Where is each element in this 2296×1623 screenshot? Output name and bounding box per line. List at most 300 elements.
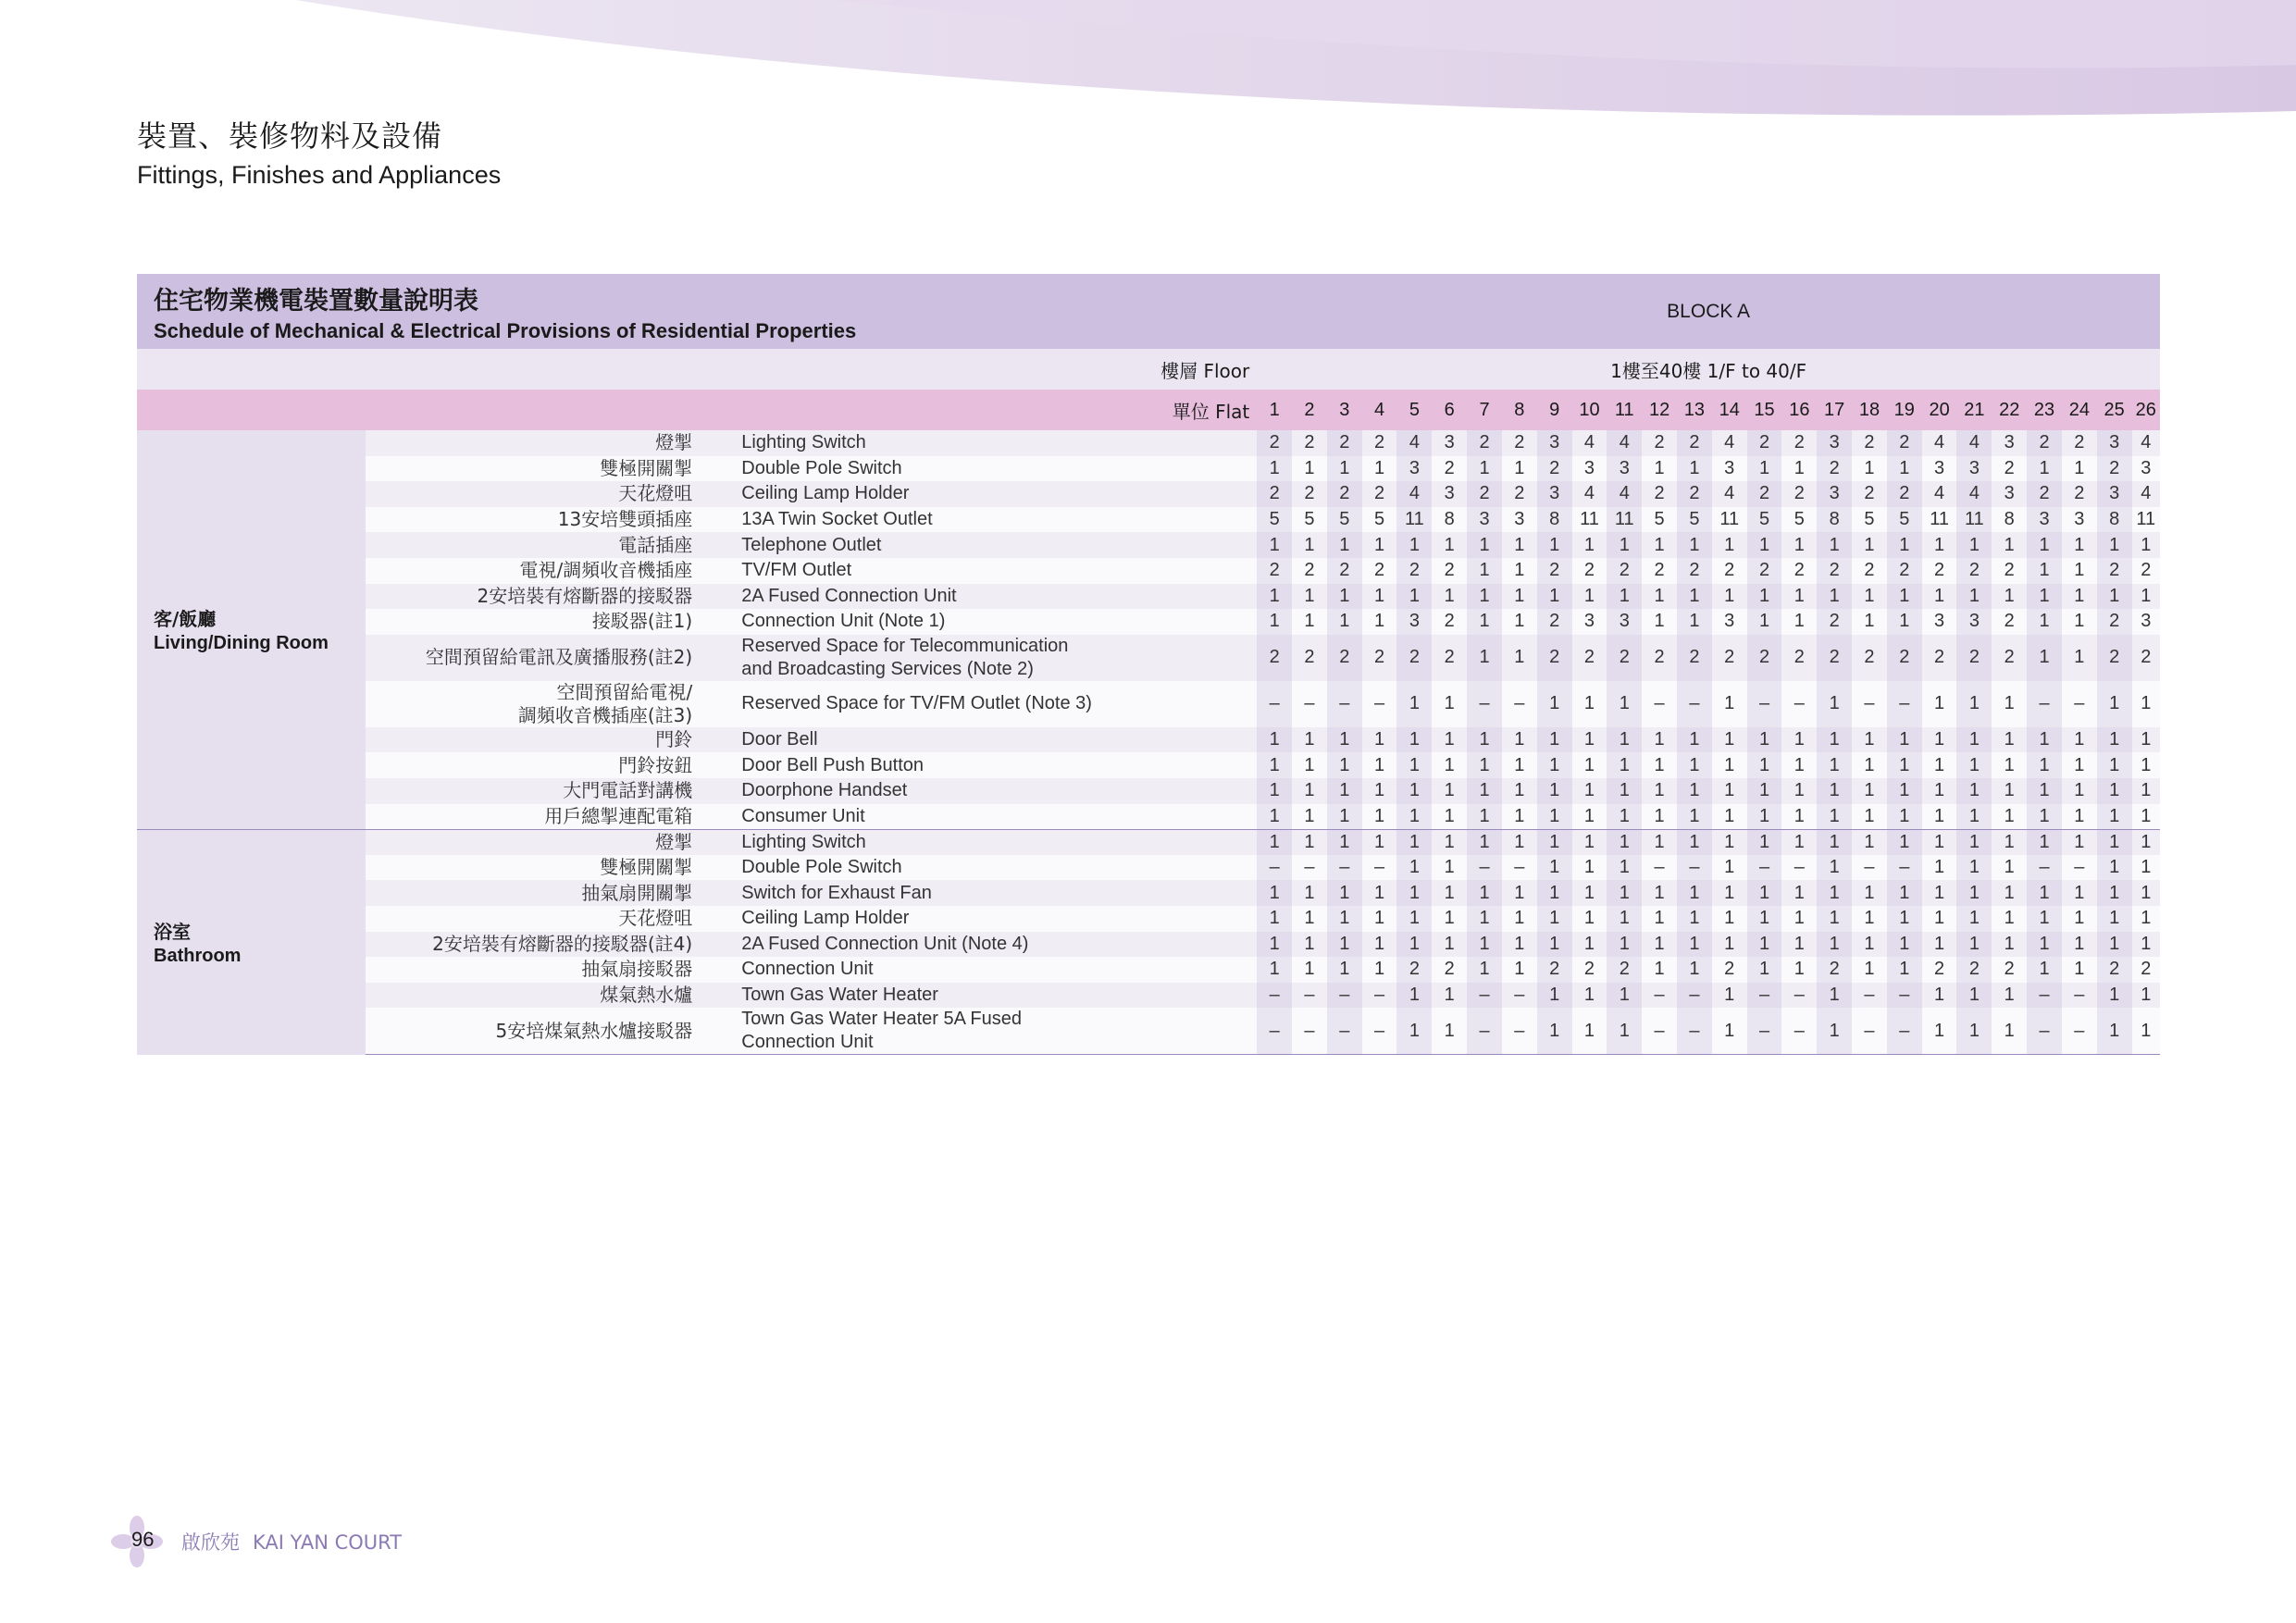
- table-row: [137, 584, 2160, 610]
- table-row: [137, 957, 2160, 983]
- quantity-cell: 2: [1992, 558, 2027, 584]
- quantity-cell: 1: [1467, 957, 1502, 983]
- quantity-cell: 2: [2097, 635, 2132, 681]
- item-spacer: [726, 804, 734, 830]
- quantity-cell: 1: [1362, 456, 1397, 482]
- item-name-en: TV/FM Outlet: [734, 558, 1257, 584]
- quantity-cell: 2: [1852, 430, 1887, 456]
- item-spacer: [726, 532, 734, 558]
- quantity-cell: 1: [1502, 584, 1537, 610]
- quantity-cell: 1: [1537, 855, 1572, 881]
- quantity-cell: 2: [1712, 957, 1747, 983]
- quantity-cell: 1: [1607, 727, 1642, 753]
- quantity-cell: 1: [1712, 932, 1747, 958]
- quantity-cell: –: [1502, 681, 1537, 727]
- quantity-cell: 1: [1537, 804, 1572, 830]
- flat-number: 21: [1956, 390, 1992, 430]
- quantity-cell: 1: [1607, 855, 1642, 881]
- quantity-cell: 2: [1257, 481, 1292, 507]
- table-title-en: Schedule of Mechanical & Electrical Provisions of Residential Properties: [154, 318, 857, 342]
- quantity-cell: 1: [1852, 532, 1887, 558]
- quantity-cell: 1: [1712, 804, 1747, 830]
- quantity-cell: –: [1887, 855, 1922, 881]
- quantity-cell: 3: [1607, 456, 1642, 482]
- quantity-cell: 3: [1607, 609, 1642, 635]
- quantity-cell: 2: [2027, 481, 2062, 507]
- quantity-cell: 1: [1396, 829, 1432, 855]
- item-name-zh: 煤氣熱水爐: [366, 983, 726, 1009]
- quantity-cell: 3: [1712, 456, 1747, 482]
- quantity-cell: 2: [1467, 481, 1502, 507]
- quantity-cell: 1: [2097, 752, 2132, 778]
- item-name-zh-line: 調頻收音機插座(註3): [517, 703, 693, 726]
- page-footer: [111, 1516, 402, 1567]
- quantity-cell: 3: [1817, 430, 1852, 456]
- estate-name-en: KAI YAN COURT: [253, 1531, 403, 1554]
- quantity-cell: 1: [1432, 906, 1467, 932]
- table-title-row: [137, 274, 2160, 349]
- quantity-cell: 1: [1607, 681, 1642, 727]
- quantity-cell: 1: [1607, 829, 1642, 855]
- item-name-en: Lighting Switch: [734, 829, 1257, 855]
- quantity-cell: 1: [2132, 983, 2160, 1009]
- quantity-cell: 1: [1292, 584, 1327, 610]
- quantity-cell: 2: [1432, 609, 1467, 635]
- quantity-cell: 5: [1887, 507, 1922, 533]
- quantity-cell: 4: [1607, 430, 1642, 456]
- quantity-cell: 1: [1257, 456, 1292, 482]
- item-name-en: [734, 635, 1257, 681]
- estate-name-zh: 啟欣苑: [181, 1531, 240, 1554]
- quantity-cell: –: [1747, 983, 1782, 1009]
- quantity-cell: 1: [1537, 906, 1572, 932]
- quantity-cell: 1: [1396, 727, 1432, 753]
- quantity-cell: 4: [1572, 481, 1607, 507]
- quantity-cell: 1: [1502, 727, 1537, 753]
- quantity-cell: 1: [2132, 727, 2160, 753]
- quantity-cell: 5: [1781, 507, 1817, 533]
- quantity-cell: 1: [1467, 456, 1502, 482]
- quantity-cell: 1: [1956, 727, 1992, 753]
- quantity-cell: 2: [1887, 430, 1922, 456]
- quantity-cell: 1: [1257, 778, 1292, 804]
- quantity-cell: 1: [1502, 752, 1537, 778]
- quantity-cell: 1: [1922, 681, 1957, 727]
- item-name-en: Door Bell: [734, 727, 1257, 753]
- quantity-cell: 1: [1432, 681, 1467, 727]
- quantity-cell: 1: [1712, 880, 1747, 906]
- flat-number: 14: [1712, 390, 1747, 430]
- quantity-cell: 1: [1642, 804, 1677, 830]
- quantity-cell: 1: [1817, 584, 1852, 610]
- quantity-cell: 1: [1852, 880, 1887, 906]
- quantity-cell: 1: [1887, 880, 1922, 906]
- quantity-cell: 2: [1396, 558, 1432, 584]
- item-name-zh: 電視/調頻收音機插座: [366, 558, 726, 584]
- quantity-cell: 2: [1817, 558, 1852, 584]
- quantity-cell: 1: [1956, 532, 1992, 558]
- item-name-en: 2A Fused Connection Unit (Note 4): [734, 932, 1257, 958]
- quantity-cell: 1: [1257, 804, 1292, 830]
- quantity-cell: 1: [1677, 880, 1712, 906]
- item-spacer: [726, 983, 734, 1009]
- table-row: [137, 804, 2160, 830]
- flat-number: 5: [1396, 390, 1432, 430]
- quantity-cell: 1: [1467, 727, 1502, 753]
- quantity-cell: 5: [1257, 507, 1292, 533]
- quantity-cell: –: [1502, 983, 1537, 1009]
- quantity-cell: 1: [1327, 752, 1362, 778]
- quantity-cell: 2: [1572, 635, 1607, 681]
- quantity-cell: 4: [1956, 430, 1992, 456]
- quantity-cell: 4: [1922, 481, 1957, 507]
- quantity-cell: 1: [1922, 804, 1957, 830]
- quantity-cell: 1: [2062, 727, 2097, 753]
- item-name-en: Double Pole Switch: [734, 456, 1257, 482]
- quantity-cell: –: [1781, 855, 1817, 881]
- quantity-cell: 8: [1432, 507, 1467, 533]
- quantity-cell: 3: [1467, 507, 1502, 533]
- quantity-cell: 1: [1992, 804, 2027, 830]
- item-name-en: Town Gas Water Heater: [734, 983, 1257, 1009]
- quantity-cell: 2: [1292, 481, 1327, 507]
- quantity-cell: 1: [2062, 932, 2097, 958]
- quantity-cell: 2: [1712, 635, 1747, 681]
- quantity-cell: –: [2027, 681, 2062, 727]
- quantity-cell: 4: [1607, 481, 1642, 507]
- quantity-cell: 1: [1257, 584, 1292, 610]
- quantity-cell: 1: [1572, 983, 1607, 1009]
- quantity-cell: 1: [1817, 727, 1852, 753]
- quantity-cell: 1: [1817, 778, 1852, 804]
- quantity-cell: 1: [1362, 880, 1397, 906]
- quantity-cell: 1: [1817, 932, 1852, 958]
- quantity-cell: 1: [1396, 880, 1432, 906]
- page-heading: [137, 113, 501, 190]
- quantity-cell: 1: [1852, 584, 1887, 610]
- quantity-cell: 1: [2097, 778, 2132, 804]
- item-name-zh: 用戶總掣連配電箱: [366, 804, 726, 830]
- flat-number: 7: [1467, 390, 1502, 430]
- quantity-cell: 1: [2097, 804, 2132, 830]
- quantity-cell: 1: [1642, 609, 1677, 635]
- quantity-cell: 3: [2132, 456, 2160, 482]
- quantity-cell: 1: [1781, 456, 1817, 482]
- flat-number: 11: [1607, 390, 1642, 430]
- quantity-cell: 1: [1537, 681, 1572, 727]
- quantity-cell: 11: [1572, 507, 1607, 533]
- quantity-cell: 1: [1362, 752, 1397, 778]
- quantity-cell: 2: [1327, 430, 1362, 456]
- quantity-cell: 1: [1922, 932, 1957, 958]
- quantity-cell: 1: [1956, 778, 1992, 804]
- quantity-cell: 3: [1432, 481, 1467, 507]
- item-name-en-line: Connection Unit: [741, 1032, 874, 1053]
- quantity-cell: –: [1642, 1008, 1677, 1055]
- quantity-cell: 1: [1292, 829, 1327, 855]
- quantity-cell: 4: [1712, 481, 1747, 507]
- table-row: [137, 1008, 2160, 1055]
- quantity-cell: 2: [1781, 430, 1817, 456]
- quantity-cell: 2: [2097, 957, 2132, 983]
- quantity-cell: 1: [1572, 584, 1607, 610]
- quantity-cell: 1: [1747, 532, 1782, 558]
- quantity-cell: 1: [2027, 532, 2062, 558]
- quantity-cell: 1: [1922, 1008, 1957, 1055]
- quantity-cell: 1: [1781, 532, 1817, 558]
- item-spacer: [726, 681, 734, 727]
- item-spacer: [726, 584, 734, 610]
- quantity-cell: 1: [2132, 584, 2160, 610]
- quantity-cell: 3: [2062, 507, 2097, 533]
- quantity-cell: 1: [1642, 906, 1677, 932]
- quantity-cell: 3: [1572, 609, 1607, 635]
- room-label: [137, 829, 366, 1055]
- quantity-cell: –: [1887, 1008, 1922, 1055]
- quantity-cell: –: [1781, 1008, 1817, 1055]
- quantity-cell: 1: [1362, 829, 1397, 855]
- quantity-cell: 1: [1747, 804, 1782, 830]
- quantity-cell: –: [1257, 681, 1292, 727]
- quantity-cell: 1: [1887, 609, 1922, 635]
- quantity-cell: 3: [1992, 481, 2027, 507]
- flat-number: 25: [2097, 390, 2132, 430]
- quantity-cell: 1: [1677, 752, 1712, 778]
- quantity-cell: 1: [2027, 584, 2062, 610]
- quantity-cell: –: [1292, 681, 1327, 727]
- quantity-cell: 2: [1747, 481, 1782, 507]
- quantity-cell: 1: [2062, 804, 2097, 830]
- quantity-cell: 1: [1887, 752, 1922, 778]
- quantity-cell: 1: [1747, 880, 1782, 906]
- quantity-cell: –: [1467, 1008, 1502, 1055]
- quantity-cell: 2: [1922, 635, 1957, 681]
- quantity-cell: 1: [1747, 778, 1782, 804]
- quantity-cell: –: [1887, 983, 1922, 1009]
- item-name-zh: 13安培雙頭插座: [366, 507, 726, 533]
- quantity-cell: –: [2027, 983, 2062, 1009]
- quantity-cell: 3: [2027, 507, 2062, 533]
- quantity-cell: 4: [1396, 430, 1432, 456]
- quantity-cell: –: [1362, 855, 1397, 881]
- quantity-cell: 1: [1992, 1008, 2027, 1055]
- quantity-cell: 2: [1677, 635, 1712, 681]
- quantity-cell: 1: [1572, 778, 1607, 804]
- quantity-cell: 2: [1817, 957, 1852, 983]
- item-name-en: 13A Twin Socket Outlet: [734, 507, 1257, 533]
- quantity-cell: 1: [1292, 880, 1327, 906]
- quantity-cell: 2: [1327, 558, 1362, 584]
- quantity-cell: 5: [1642, 507, 1677, 533]
- quantity-cell: 1: [2097, 727, 2132, 753]
- item-spacer: [726, 481, 734, 507]
- quantity-cell: 1: [1992, 752, 2027, 778]
- quantity-cell: 2: [1956, 635, 1992, 681]
- table-row: [137, 880, 2160, 906]
- table-row: [137, 558, 2160, 584]
- quantity-cell: 1: [1572, 752, 1607, 778]
- quantity-cell: 1: [1817, 1008, 1852, 1055]
- quantity-cell: 1: [1292, 804, 1327, 830]
- table-row: [137, 635, 2160, 681]
- table-row: [137, 778, 2160, 804]
- quantity-cell: 1: [1292, 752, 1327, 778]
- decorative-header-wave: [0, 0, 2296, 130]
- quantity-cell: 2: [1642, 430, 1677, 456]
- quantity-cell: 1: [1327, 456, 1362, 482]
- item-name-en-line: Reserved Space for Telecommunication: [741, 635, 1069, 656]
- item-name-en-line: and Broadcasting Services (Note 2): [741, 658, 1034, 679]
- quantity-cell: 1: [1992, 778, 2027, 804]
- quantity-cell: 2: [2097, 456, 2132, 482]
- quantity-cell: 1: [2132, 855, 2160, 881]
- quantity-cell: 2: [1677, 558, 1712, 584]
- item-name-en: Door Bell Push Button: [734, 752, 1257, 778]
- quantity-cell: 1: [1432, 855, 1467, 881]
- quantity-cell: 1: [1467, 609, 1502, 635]
- quantity-cell: –: [1257, 983, 1292, 1009]
- item-name-zh: 2安培裝有熔斷器的接駁器: [366, 584, 726, 610]
- quantity-cell: 1: [1712, 983, 1747, 1009]
- quantity-cell: 1: [1817, 752, 1852, 778]
- flat-label: 單位 Flat: [137, 390, 1257, 430]
- room-label-zh: 浴室: [154, 921, 191, 944]
- quantity-cell: 5: [1292, 507, 1327, 533]
- quantity-cell: 1: [1781, 906, 1817, 932]
- quantity-cell: 1: [1502, 609, 1537, 635]
- quantity-cell: 1: [1712, 906, 1747, 932]
- quantity-cell: 2: [1537, 635, 1572, 681]
- quantity-cell: 1: [1467, 532, 1502, 558]
- quantity-cell: 2: [1537, 609, 1572, 635]
- quantity-cell: 1: [1781, 829, 1817, 855]
- item-name-zh: 抽氣扇接駁器: [366, 957, 726, 983]
- quantity-cell: 1: [2027, 727, 2062, 753]
- quantity-cell: 1: [1537, 880, 1572, 906]
- quantity-cell: 2: [1257, 558, 1292, 584]
- quantity-cell: 1: [1467, 880, 1502, 906]
- quantity-cell: –: [1292, 1008, 1327, 1055]
- quantity-cell: 1: [1642, 778, 1677, 804]
- quantity-cell: 11: [1712, 507, 1747, 533]
- page-heading-en: Fittings, Finishes and Appliances: [137, 161, 502, 189]
- table-row: [137, 752, 2160, 778]
- item-spacer: [726, 1008, 734, 1055]
- quantity-cell: –: [1852, 983, 1887, 1009]
- quantity-cell: 1: [1396, 906, 1432, 932]
- quantity-cell: 2: [1432, 957, 1467, 983]
- table-title: [137, 274, 1257, 349]
- quantity-cell: –: [1257, 855, 1292, 881]
- item-name-zh: 燈掣: [366, 829, 726, 855]
- quantity-cell: 1: [1642, 727, 1677, 753]
- item-name-zh: 門鈴按鈕: [366, 752, 726, 778]
- quantity-cell: –: [1327, 983, 1362, 1009]
- quantity-cell: 2: [1992, 609, 2027, 635]
- quantity-cell: 8: [1992, 507, 2027, 533]
- quantity-cell: 2: [1642, 481, 1677, 507]
- quantity-cell: 1: [1747, 932, 1782, 958]
- quantity-cell: 1: [1572, 880, 1607, 906]
- table-row: [137, 829, 2160, 855]
- quantity-cell: 1: [1396, 584, 1432, 610]
- quantity-cell: 1: [1956, 932, 1992, 958]
- quantity-cell: 1: [1362, 584, 1397, 610]
- quantity-cell: 1: [2027, 609, 2062, 635]
- page-heading-zh: 裝置、裝修物料及設備: [137, 118, 443, 154]
- quantity-cell: 1: [1992, 681, 2027, 727]
- quantity-cell: 2: [1956, 957, 1992, 983]
- quantity-cell: 1: [1396, 778, 1432, 804]
- flat-number: 1: [1257, 390, 1292, 430]
- item-name-en: 2A Fused Connection Unit: [734, 584, 1257, 610]
- quantity-cell: 1: [1677, 609, 1712, 635]
- quantity-cell: 3: [1537, 481, 1572, 507]
- quantity-cell: 1: [1537, 932, 1572, 958]
- quantity-cell: 2: [1817, 635, 1852, 681]
- quantity-cell: 1: [1467, 804, 1502, 830]
- quantity-cell: 1: [1537, 983, 1572, 1009]
- quantity-cell: 1: [1852, 804, 1887, 830]
- quantity-cell: 2: [1572, 957, 1607, 983]
- flat-number: 22: [1992, 390, 2027, 430]
- quantity-cell: 2: [2062, 481, 2097, 507]
- quantity-cell: 2: [1292, 430, 1327, 456]
- page-number: 96: [131, 1528, 155, 1551]
- quantity-cell: 1: [1572, 804, 1607, 830]
- quantity-cell: 1: [1642, 752, 1677, 778]
- quantity-cell: 1: [1292, 609, 1327, 635]
- block-label: BLOCK A: [1257, 274, 2160, 349]
- flat-number: 19: [1887, 390, 1922, 430]
- quantity-cell: –: [1747, 855, 1782, 881]
- floor-row: [137, 349, 2160, 390]
- quantity-cell: 2: [1607, 957, 1642, 983]
- floor-range: 1樓至40樓 1/F to 40/F: [1257, 349, 2160, 390]
- quantity-cell: 1: [1327, 532, 1362, 558]
- flat-number: 13: [1677, 390, 1712, 430]
- item-name-en: Telephone Outlet: [734, 532, 1257, 558]
- quantity-cell: 1: [1781, 584, 1817, 610]
- quantity-cell: 2: [2097, 609, 2132, 635]
- quantity-cell: 1: [2062, 829, 2097, 855]
- quantity-cell: 1: [1502, 635, 1537, 681]
- quantity-cell: 1: [1747, 727, 1782, 753]
- quantity-cell: 1: [2062, 957, 2097, 983]
- item-name-en: Ceiling Lamp Holder: [734, 481, 1257, 507]
- quantity-cell: 1: [1852, 609, 1887, 635]
- item-name-en: Lighting Switch: [734, 430, 1257, 456]
- quantity-cell: 1: [1396, 855, 1432, 881]
- quantity-cell: 1: [2132, 681, 2160, 727]
- quantity-cell: 1: [1502, 880, 1537, 906]
- item-name-zh: 大門電話對講機: [366, 778, 726, 804]
- quantity-cell: 1: [1572, 932, 1607, 958]
- quantity-cell: 1: [1327, 778, 1362, 804]
- flat-number: 2: [1292, 390, 1327, 430]
- quantity-cell: 1: [1677, 456, 1712, 482]
- quantity-cell: 1: [2132, 880, 2160, 906]
- quantity-cell: 1: [1537, 778, 1572, 804]
- quantity-cell: 1: [1992, 829, 2027, 855]
- quantity-cell: 1: [1992, 584, 2027, 610]
- quantity-cell: 1: [1327, 727, 1362, 753]
- quantity-cell: –: [1502, 855, 1537, 881]
- item-name-en-line: Town Gas Water Heater 5A Fused: [741, 1009, 1022, 1030]
- quantity-cell: 1: [1607, 778, 1642, 804]
- quantity-cell: 1: [2027, 752, 2062, 778]
- quantity-cell: 1: [1292, 532, 1327, 558]
